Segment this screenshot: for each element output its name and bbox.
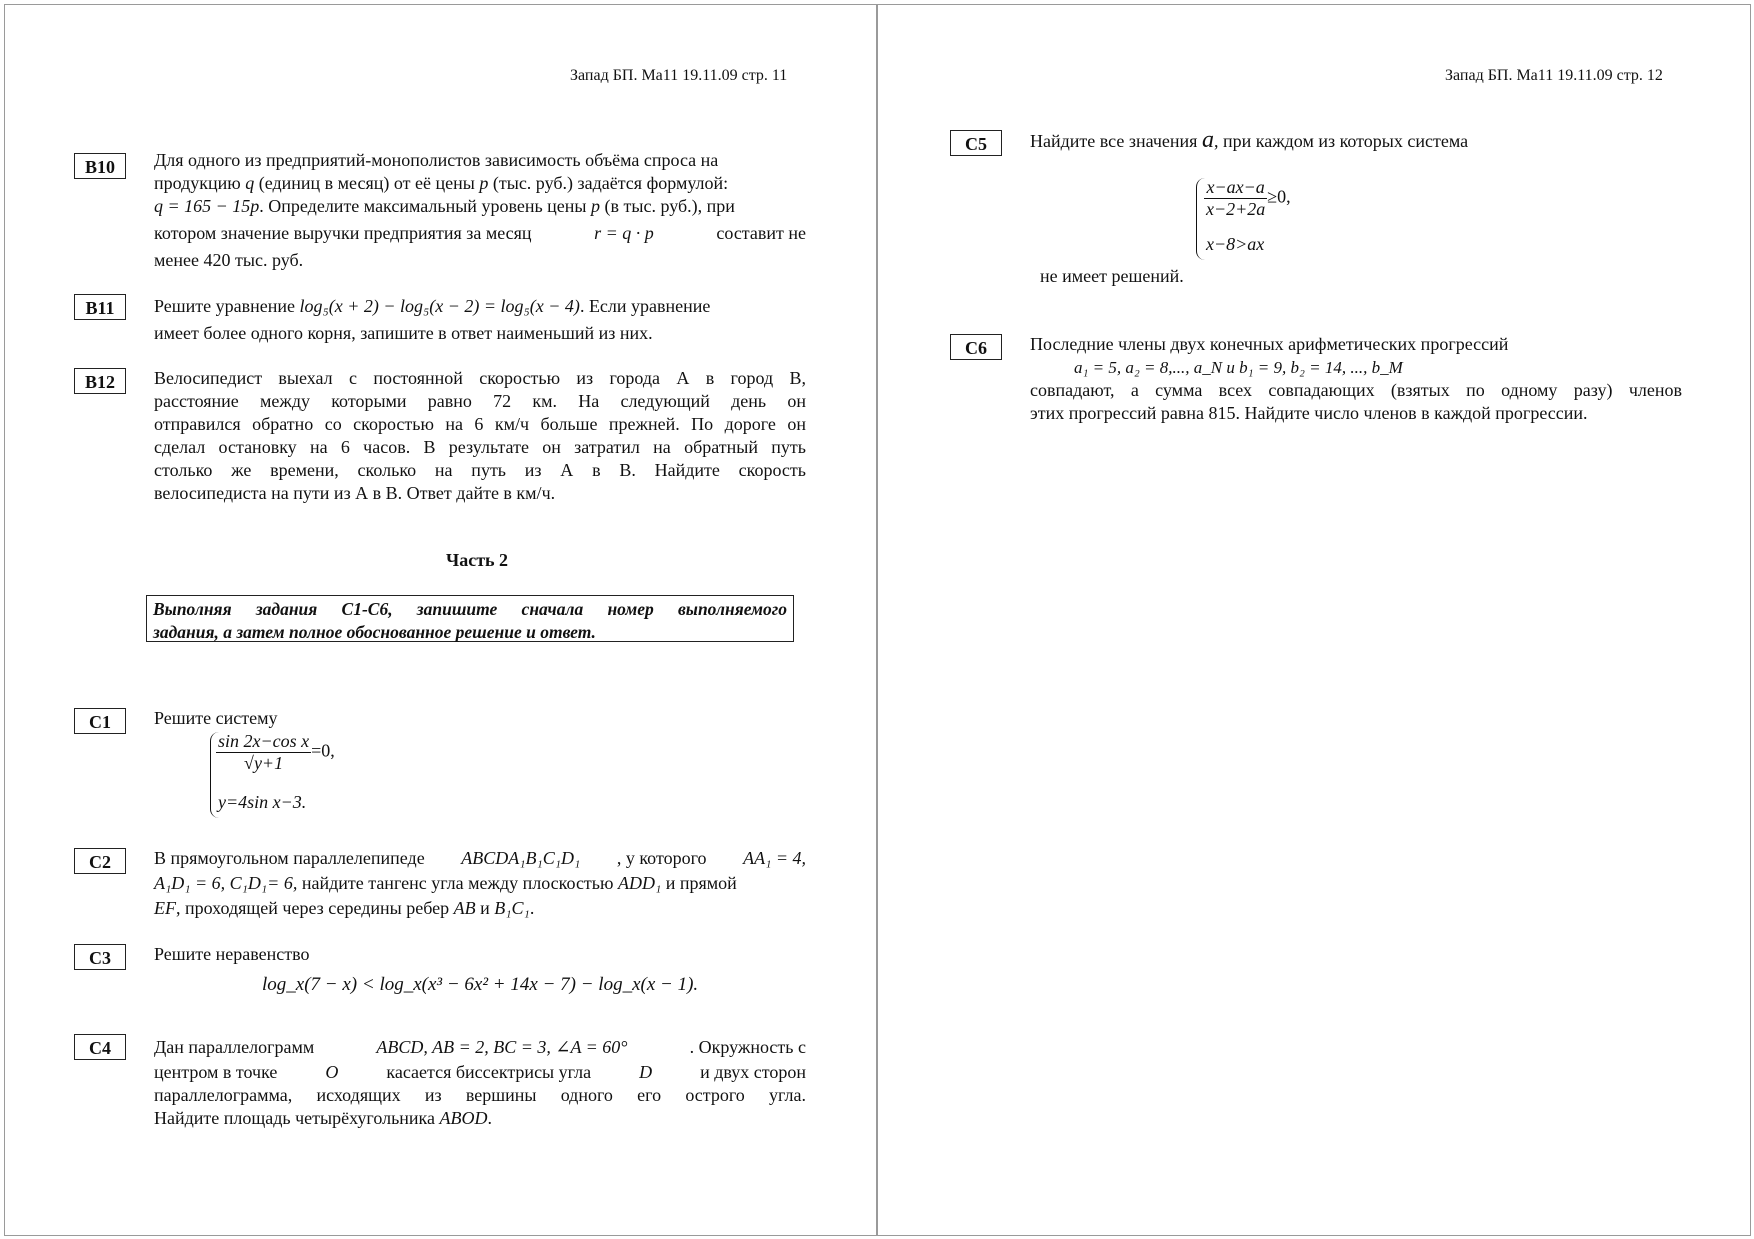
instruction-line2: задания, а затем полное обоснованное решение и ответ. bbox=[153, 622, 596, 642]
c2-line3: EF, проходящей через середины ребер AB и B₁C₁. bbox=[154, 898, 535, 918]
right-page bbox=[876, 4, 1751, 1236]
part2-heading: Часть 2 bbox=[446, 550, 509, 570]
task-b12-text bbox=[154, 367, 806, 505]
b11-line2: имеет более одного корня, запишите в ответ наименьший из них. bbox=[154, 323, 653, 343]
c3-inequality: log_x(7 − x) < log_x(x³ − 6x² + 14x − 7) − log_x(x − 1). bbox=[262, 974, 699, 995]
c6-line4: этих прогрессий равна 815. Найдите число членов в каждой прогрессии. bbox=[1030, 403, 1588, 423]
b12-line: отправился обратно со скоростью на 6 км/ч больше прежней. По дороге он bbox=[154, 414, 806, 434]
b10-line5: менее 420 тыс. руб. bbox=[154, 250, 304, 270]
right-page-header: Запад БП. Ма11 19.11.09 стр. 12 bbox=[1445, 67, 1663, 84]
c5-line1: Найдите все значения a, при каждом из которых система bbox=[1030, 127, 1469, 153]
c5-equation2: x−8>ax bbox=[1206, 234, 1265, 254]
task-label-c2: C2 bbox=[74, 848, 126, 874]
instruction-line1: Выполняя задания С1-С6, запишите сначала номер выполняемого bbox=[153, 599, 787, 619]
c1-text: Решите систему bbox=[154, 708, 278, 728]
task-label-c6: C6 bbox=[950, 334, 1002, 360]
task-label-c3: C3 bbox=[74, 944, 126, 970]
task-label-b10: B10 bbox=[74, 153, 126, 179]
b10-line3: q = 165 − 15p. Определите максимальный уровень цены p (в тыс. руб.), при bbox=[154, 196, 735, 216]
c1-equation2: y=4sin x−3. bbox=[218, 792, 307, 812]
task-c2-text bbox=[154, 847, 806, 920]
b12-line: столько же времени, сколько на путь из А в В. Найдите скорость bbox=[154, 460, 806, 480]
left-page-header: Запад БП. Ма11 19.11.09 стр. 11 bbox=[570, 67, 788, 84]
task-label-b12: B12 bbox=[74, 368, 126, 394]
b10-line4: котором значение выручки предприятия за месяц r = q · p составит не bbox=[154, 223, 806, 243]
c2-line1: В прямоугольном параллелепипеде ABCDA₁B₁C₁D₁ , у которого AA₁ = 4, bbox=[154, 848, 806, 868]
task-b11-text bbox=[154, 295, 806, 345]
b12-line: Велосипедист выехал с постоянной скоростью из города А в город В, bbox=[154, 368, 806, 388]
b11-equation: log₅(x + 2) − log₅(x − 2) = log₅(x − 4) bbox=[299, 296, 580, 316]
task-b10-text bbox=[154, 149, 806, 272]
c1-equation1: $\frac{\text{sin 2x−cos x}}{√y+1}$ =0, bbox=[218, 731, 335, 773]
b12-line: расстояние между которыми равно 72 км. На следующий день он bbox=[154, 391, 806, 411]
c4-line4: Найдите площадь четырёхугольника ABOD. bbox=[154, 1108, 493, 1128]
c5-equation1: $\frac{x-ax-a}{x-2+2a}$ ≥0, bbox=[1206, 177, 1291, 219]
b12-line: велосипедиста на пути из А в В. Ответ дайте в км/ч. bbox=[154, 483, 556, 503]
task-label-c5: C5 bbox=[950, 130, 1002, 156]
task-label-b11: B11 bbox=[74, 294, 126, 320]
instruction-box bbox=[146, 595, 794, 642]
task-label-c4: C4 bbox=[74, 1034, 126, 1060]
c4-line3: параллелограмма, исходящих из вершины одного его острого угла. bbox=[154, 1085, 806, 1105]
c4-line1: Дан параллелограмм ABCD, AB = 2, BC = 3, ∠A = 60° . Окружность с bbox=[154, 1037, 806, 1057]
c2-line2: A₁D₁ = 6, C₁D₁= 6, найдите тангенс угла между плоскостью ADD₁ и прямой bbox=[154, 873, 737, 893]
task-c6-text bbox=[1030, 333, 1682, 425]
b11-line1: Решите уравнение log₅(x + 2) − log₅(x − 2) = log₅(x − 4). Если уравнение bbox=[154, 296, 711, 316]
c5-line2: не имеет решений. bbox=[1040, 266, 1184, 286]
c4-line2: центром в точке O касается биссектрисы угла D и двух сторон bbox=[154, 1062, 806, 1082]
c6-line2: a₁ = 5, a₂ = 8,..., a_N и b₁ = 9, b₂ = 14, ..., b_M bbox=[1074, 358, 1403, 377]
b10-line2: продукцию q (единиц в месяц) от её цены p (тыс. руб.) задаётся формулой: bbox=[154, 173, 729, 193]
c3-text: Решите неравенство bbox=[154, 944, 310, 964]
b10-line1: Для одного из предприятий-монополистов зависимость объёма спроса на bbox=[154, 150, 719, 170]
task-c4-text bbox=[154, 1036, 806, 1130]
c6-line1: Последние члены двух конечных арифметических прогрессий bbox=[1030, 334, 1509, 354]
c6-line3: совпадают, а сумма всех совпадающих (взятых по одному разу) членов bbox=[1030, 380, 1682, 400]
task-label-c1: C1 bbox=[74, 708, 126, 734]
b12-line: сделал остановку на 6 часов. В результате он затратил на обратный путь bbox=[154, 437, 806, 457]
